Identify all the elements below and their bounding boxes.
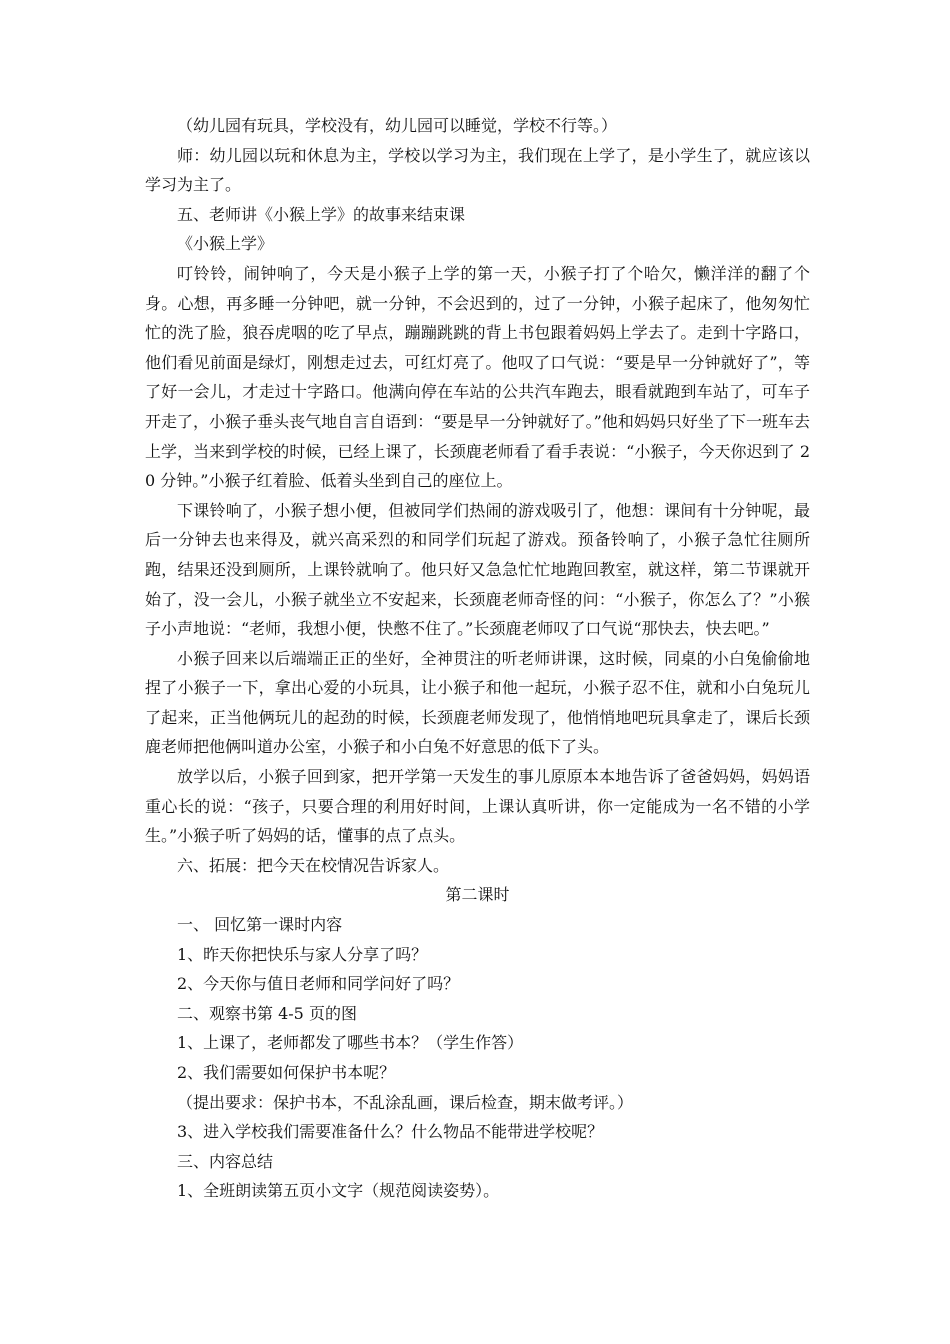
lesson-item: 2、我们需要如何保护书本呢？ <box>177 1063 396 1082</box>
lesson-item: （提出要求：保护书本，不乱涂乱画，课后检查，期末做考评。） <box>177 1092 634 1112</box>
paragraph-step-six: 六、拓展：把今天在校情况告诉家人。 <box>177 855 450 875</box>
section-heading: 第二课时 <box>445 885 510 905</box>
story-title: 《小猴上学》 <box>177 234 274 254</box>
lesson-item: 1、全班朗读第五页小文字（规范阅读姿势）。 <box>177 1181 500 1201</box>
story-paragraph-4: 放学以后，小猴子回到家，把开学第一天发生的事儿原原本本地告诉了爸爸妈妈，妈妈语重心长的说：“孩子，只要合理的利用好时间，上课认真听讲，你一定能成为一名不错的小学生。”小猴子听了妈妈的话，懂事的点了点头。 <box>145 767 810 846</box>
lesson-item: 三、内容总结 <box>177 1151 274 1171</box>
paragraph-teacher-summary: 师：幼儿园以玩和休息为主，学校以学习为主，我们现在上学了，是小学生了，就应该以学习为主了。 <box>145 145 810 195</box>
lesson-item: 一、 回忆第一课时内容 <box>177 915 343 935</box>
lesson-item: 3、进入学校我们需要准备什么？什么物品不能带进学校呢？ <box>177 1122 604 1142</box>
paragraph-step-five: 五、老师讲《小猴上学》的故事来结束课 <box>177 204 466 224</box>
lesson-item: 2、今天你与值日老师和同学问好了吗？ <box>177 974 460 994</box>
lesson-item: 二、观察书第 4-5 页的图 <box>177 1003 357 1023</box>
lesson-item: 1、昨天你把快乐与家人分享了吗？ <box>177 944 428 964</box>
story-paragraph-3: 小猴子回来以后端端正正的坐好，全神贯注的听老师讲课，这时候，同桌的小白兔偷偷地捏了小猴子一下，拿出心爱的小玩具，让小猴子和他一起玩，小猴子忍不住，就和小白兔玩儿了起来，正当他俩玩儿的起劲的时候，长颈鹿老师发现了，他悄悄地吧玩具拿走了，课后长颈鹿老师把他俩叫道办公室，小猴子和小白兔不好意思的低下了头。 <box>145 648 810 757</box>
lesson-item: 1、上课了，老师都发了哪些书本？（学生作答） <box>177 1033 524 1053</box>
story-paragraph-1: 叮铃铃，闹钟响了，今天是小猴子上学的第一天，小猴子打了个哈欠，懒洋洋的翻了个身。心想，再多睡一分钟吧，就一分钟，不会迟到的，过了一分钟，小猴子起床了，他匆匆忙忙的洗了脸，狼吞虎咽的吃了早点，蹦蹦跳跳的背上书包跟着妈妈上学去了。走到十字路口，他们看见前面是绿灯，刚想走过去，可红灯亮了。他叹了口气说：“要是早一分钟就好了”，等了好一会儿，才走过十字路口。他满向停在车站的公共汽车跑去，眼看就跑到车站了，可车子开走了，小猴子垂头丧气地自言自语到：“要是早一分钟就好了。”他和妈妈只好坐了下一班车去上学，当来到学校的时候，已经上课了，长颈鹿老师看了看手表说：“小猴子，今天你迟到了 20 分钟。”小猴子红着脸、低着头坐到自己的座位上。 <box>145 263 810 491</box>
document-body <box>145 111 810 1206</box>
paragraph-kindergarten-vs-school: （幼儿园有玩具，学校没有，幼儿园可以睡觉，学校不行等。） <box>177 116 618 135</box>
story-paragraph-2: 下课铃响了，小猴子想小便，但被同学们热闹的游戏吸引了，他想：课间有十分钟呢，最后一分钟去也来得及，就兴高采烈的和同学们玩起了游戏。预备铃响了，小猴子急忙往厕所跑，结果还没到厕所，上课铃就响了。他只好又急急忙忙地跑回教室，就这样，第二节课就开始了，没一会儿，小猴子就坐立不安起来，长颈鹿老师奇怪的问：“小猴子，你怎么了？”小猴子小声地说：“老师，我想小便，快憋不住了。”长颈鹿老师叹了口气说“那快去，快去吧。” <box>145 500 810 639</box>
